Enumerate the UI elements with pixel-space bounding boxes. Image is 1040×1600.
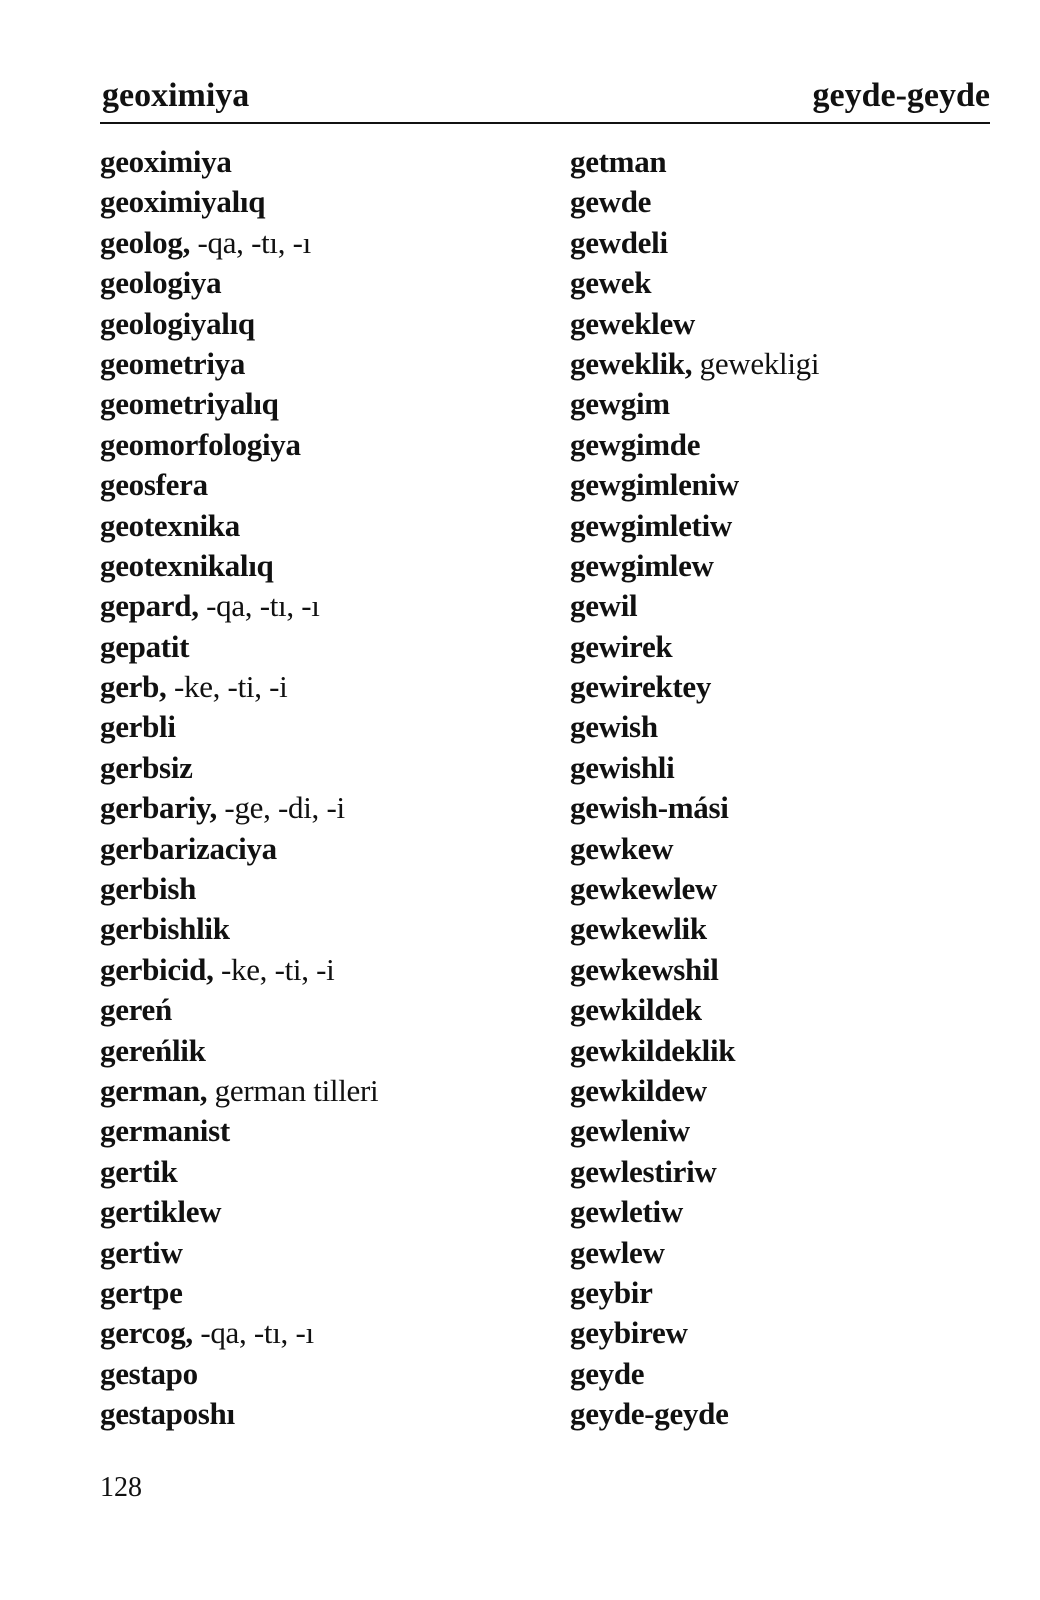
- entry-inflection-forms: german tilleri: [207, 1072, 379, 1108]
- entry-headword: german,: [100, 1072, 208, 1108]
- dictionary-entry: [570, 990, 1010, 1030]
- dictionary-entry: [570, 263, 1010, 303]
- dictionary-entry: [570, 1273, 1010, 1313]
- entry-inflection-forms: -qa, -tı, -ı: [198, 588, 320, 624]
- entry-headword: gereń: [100, 992, 172, 1028]
- entry-headword: gertik: [100, 1153, 178, 1189]
- entry-headword: gewleniw: [570, 1113, 690, 1149]
- entry-headword: gewgim: [570, 386, 670, 422]
- entry-headword: gewkewshil: [570, 951, 719, 987]
- entry-headword: gewkildew: [570, 1072, 707, 1108]
- dictionary-entry: [570, 1031, 1010, 1071]
- entry-headword: gewishli: [570, 749, 675, 785]
- header-guide-word-left: geoximiya: [102, 77, 250, 114]
- dictionary-entry: [570, 950, 1010, 990]
- entry-headword: geybir: [570, 1274, 653, 1310]
- dictionary-entry: [570, 546, 1010, 586]
- dictionary-entry: [100, 1111, 540, 1151]
- entry-headword: gewkewlik: [570, 911, 707, 947]
- entry-headword: gewirek: [570, 628, 673, 664]
- entry-headword: gerbicid,: [100, 951, 214, 987]
- dictionary-entry: [570, 1111, 1010, 1151]
- dictionary-entry: [100, 506, 540, 546]
- dictionary-entry: [570, 1354, 1010, 1394]
- entry-headword: geosfera: [100, 467, 208, 503]
- entry-headword: geybirew: [570, 1315, 688, 1351]
- entry-headword: gewkew: [570, 830, 674, 866]
- dictionary-entry: [100, 748, 540, 788]
- dictionary-entry: [100, 465, 540, 505]
- dictionary-entry: [100, 909, 540, 949]
- dictionary-entry: [100, 1273, 540, 1313]
- entry-headword: gewkildeklik: [570, 1032, 736, 1068]
- entry-headword: gewlestiriw: [570, 1153, 717, 1189]
- entry-headword: gewlew: [570, 1234, 665, 1270]
- dictionary-entry: [570, 627, 1010, 667]
- dictionary-entry: [570, 384, 1010, 424]
- dictionary-entry: [570, 667, 1010, 707]
- entry-headword: gerbsiz: [100, 749, 193, 785]
- dictionary-entry: [100, 1071, 540, 1111]
- entry-headword: gertiw: [100, 1234, 183, 1270]
- dictionary-entry: [100, 1031, 540, 1071]
- entry-inflection-forms: -qa, -tı, -ı: [190, 224, 311, 260]
- dictionary-entry: [570, 465, 1010, 505]
- dictionary-entry: [100, 223, 540, 263]
- entry-headword: gepatit: [100, 628, 190, 664]
- dictionary-entry: [100, 788, 540, 828]
- entry-headword: geometriyalıq: [100, 386, 279, 422]
- dictionary-entry: [570, 1152, 1010, 1192]
- dictionary-entry: [570, 586, 1010, 626]
- dictionary-entry: [100, 707, 540, 747]
- dictionary-entry: [100, 1192, 540, 1232]
- entry-headword: geotexnika: [100, 507, 240, 543]
- entry-headword: gewgimlew: [570, 547, 714, 583]
- entry-headword: gercog,: [100, 1315, 193, 1351]
- entry-headword: gerb,: [100, 669, 167, 705]
- dictionary-entry: [100, 384, 540, 424]
- dictionary-entry: [100, 546, 540, 586]
- dictionary-entry: [100, 950, 540, 990]
- dictionary-entry: [570, 223, 1010, 263]
- dictionary-entry: [570, 304, 1010, 344]
- dictionary-entry: [570, 506, 1010, 546]
- entry-inflection-forms: -ke, -ti, -i: [213, 951, 335, 987]
- entry-headword: gewletiw: [570, 1194, 683, 1230]
- entry-headword: gerbishlik: [100, 911, 230, 947]
- entry-headword: geotexnikalıq: [100, 547, 274, 583]
- dictionary-entry: [100, 1152, 540, 1192]
- entry-headword: geweklik,: [570, 345, 693, 381]
- entry-inflection-forms: -ge, -di, -i: [216, 790, 345, 826]
- dictionary-entry: [100, 1313, 540, 1353]
- entry-headword: gewdeli: [570, 224, 668, 260]
- entry-headword: geomorfologiya: [100, 426, 301, 462]
- entry-headword: geyde-geyde: [570, 1396, 729, 1432]
- entry-inflection-forms: gewekligi: [692, 345, 820, 381]
- dictionary-entry: [570, 182, 1010, 222]
- dictionary-entry: [570, 1192, 1010, 1232]
- entry-headword: gewish-mási: [570, 790, 729, 826]
- dictionary-entry: [570, 142, 1010, 182]
- entry-headword: gewgimde: [570, 426, 701, 462]
- dictionary-entry: [100, 182, 540, 222]
- running-header: [100, 72, 990, 124]
- dictionary-entry: [100, 142, 540, 182]
- entry-headword: geoximiya: [100, 144, 232, 179]
- dictionary-entry: [100, 1233, 540, 1273]
- dictionary-entry: [570, 425, 1010, 465]
- entry-inflection-forms: -ke, -ti, -i: [166, 669, 288, 705]
- entry-headword: geolog,: [100, 224, 191, 260]
- entry-headword: gertiklew: [100, 1194, 222, 1230]
- dictionary-entry: [570, 1313, 1010, 1353]
- entry-headword: gestapo: [100, 1355, 198, 1391]
- entry-headword: geometriya: [100, 345, 246, 381]
- entry-headword: getman: [570, 144, 667, 179]
- entry-headword: gewgimletiw: [570, 507, 732, 543]
- dictionary-entry: [100, 869, 540, 909]
- dictionary-entry: [570, 909, 1010, 949]
- dictionary-entry: [570, 344, 1010, 384]
- dictionary-entry: [100, 263, 540, 303]
- dictionary-entry: [570, 869, 1010, 909]
- dictionary-entry: [570, 829, 1010, 869]
- entry-headword: gerbariy,: [100, 790, 217, 826]
- entry-headword: geyde: [570, 1355, 645, 1391]
- entry-headword: gewirektey: [570, 669, 712, 705]
- header-guide-word-right: geyde-geyde: [812, 77, 990, 114]
- entry-headword: gewkewlew: [570, 871, 718, 907]
- dictionary-entry: [100, 425, 540, 465]
- dictionary-entry: [570, 707, 1010, 747]
- entry-headword: gereńlik: [100, 1032, 206, 1068]
- dictionary-entry: [100, 627, 540, 667]
- entry-headword: gerbarizaciya: [100, 830, 277, 866]
- dictionary-entry: [570, 1394, 1010, 1434]
- entry-headword: gewkildek: [570, 992, 702, 1028]
- entry-headword: gewish: [570, 709, 658, 745]
- dictionary-entry: [100, 1354, 540, 1394]
- dictionary-entry: [100, 344, 540, 384]
- entry-column-right: [570, 142, 1010, 1435]
- entry-headword: germanist: [100, 1113, 230, 1149]
- entry-headword: gestaposhı: [100, 1396, 235, 1432]
- entry-headword: gepard,: [100, 588, 199, 624]
- dictionary-entry: [570, 748, 1010, 788]
- dictionary-entry: [100, 1394, 540, 1434]
- entry-headword: geologiya: [100, 265, 222, 301]
- entry-headword: gerbish: [100, 871, 197, 907]
- dictionary-entry: [100, 586, 540, 626]
- dictionary-entry: [570, 788, 1010, 828]
- entry-headword: gertpe: [100, 1274, 183, 1310]
- dictionary-entry: [570, 1233, 1010, 1273]
- page-number: 128: [100, 1472, 142, 1503]
- entry-headword: gewde: [570, 184, 652, 220]
- entry-headword: gewil: [570, 588, 638, 624]
- dictionary-entry: [100, 829, 540, 869]
- dictionary-entry: [570, 1071, 1010, 1111]
- entry-column-left: [100, 142, 540, 1435]
- entry-headword: gewek: [570, 265, 652, 301]
- entry-headword: geologiyalıq: [100, 305, 255, 341]
- dictionary-entry: [100, 990, 540, 1030]
- dictionary-entry: [100, 304, 540, 344]
- entry-inflection-forms: -qa, -tı, -ı: [192, 1315, 314, 1351]
- dictionary-entry: [100, 667, 540, 707]
- entry-headword: gerbli: [100, 709, 176, 745]
- entry-headword: geoximiyalıq: [100, 184, 266, 220]
- entry-headword: gewgimleniw: [570, 467, 739, 503]
- entry-headword: geweklew: [570, 305, 696, 341]
